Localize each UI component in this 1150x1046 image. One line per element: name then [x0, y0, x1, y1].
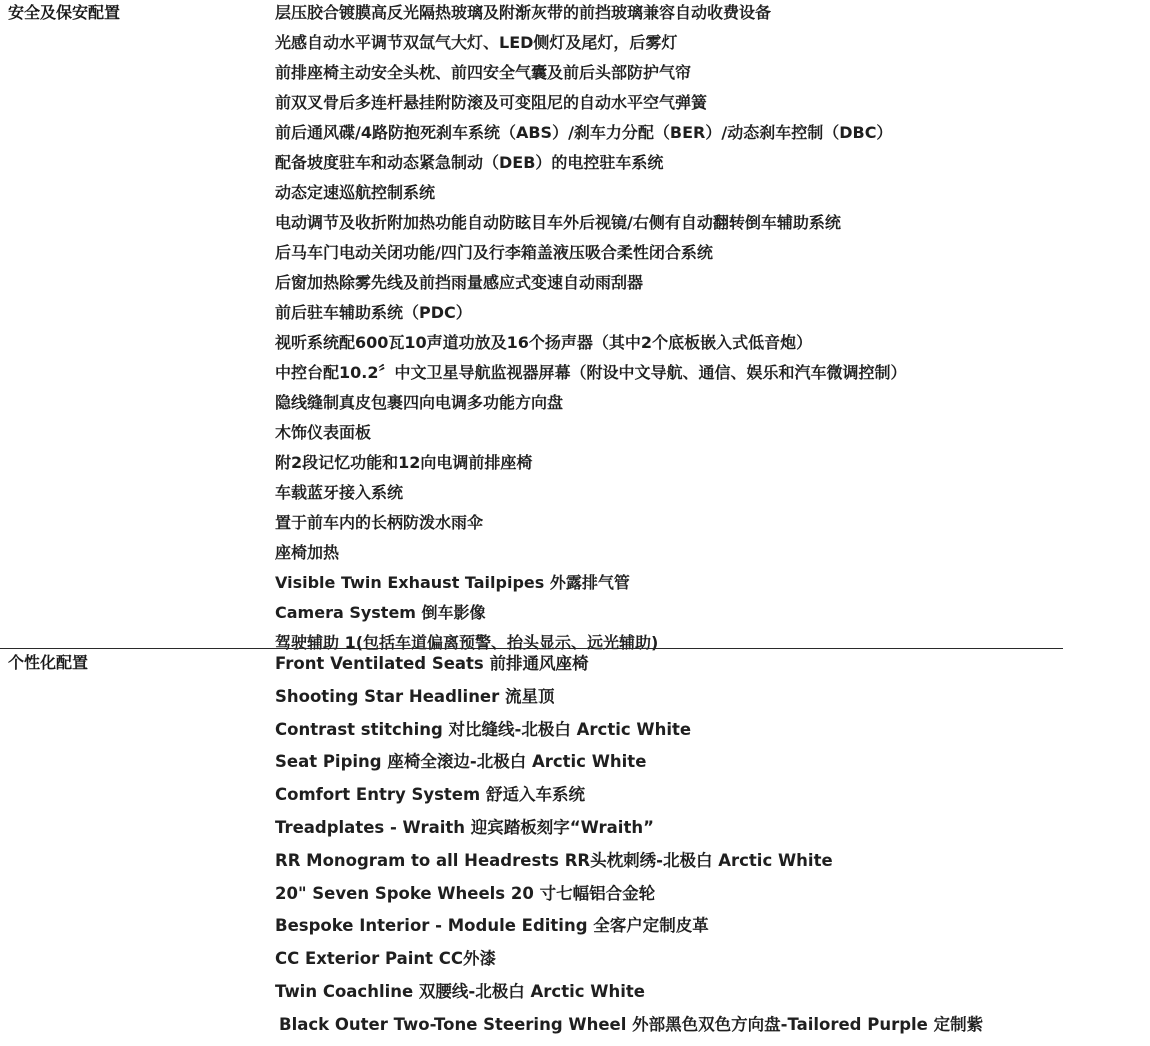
list-item: 前后通风碟/4路防抱死刹车系统（ABS）/刹车力分配（BER）/动态刹车控制（DBC） — [275, 123, 893, 142]
list-item: 前双叉骨后多连杆悬挂附防滚及可变阻尼的自动水平空气弹簧 — [275, 93, 708, 112]
list-item: 木饰仪表面板 — [275, 423, 372, 442]
list-item: 隐线缝制真皮包裹四向电调多功能方向盘 — [275, 393, 564, 412]
list-item: Comfort Entry System 舒适入车系统 — [275, 785, 585, 805]
list-item: 光感自动水平调节双氙气大灯、LED侧灯及尾灯，后雾灯 — [275, 33, 678, 52]
list-item: Seat Piping 座椅全滚边-北极白 Arctic White — [275, 752, 647, 772]
list-item: 车载蓝牙接入系统 — [275, 483, 404, 502]
list-item: 前排座椅主动安全头枕、前四安全气囊及前后头部防护气帘 — [275, 63, 692, 82]
safety-feature-list — [275, 2, 1135, 662]
section-title-personalization: 个性化配置 — [8, 653, 89, 672]
list-item: 座椅加热 — [275, 543, 340, 562]
list-item: 配备坡度驻车和动态紧急制动（DEB）的电控驻车系统 — [275, 153, 664, 172]
list-item: 置于前车内的长柄防泼水雨伞 — [275, 513, 484, 532]
list-item: Treadplates - Wraith 迎宾踏板刻字“Wraith” — [275, 817, 654, 837]
list-item: 附2段记忆功能和12向电调前排座椅 — [275, 453, 533, 472]
list-item: 电动调节及收折附加热功能自动防眩目车外后视镜/右侧有自动翻转倒车辅助系统 — [275, 213, 841, 232]
list-item: Shooting Star Headliner 流星顶 — [275, 686, 555, 706]
list-item: 驾驶辅助 1(包括车道偏离预警、抬头显示、远光辅助) — [275, 633, 659, 652]
list-item: 层压胶合镀膜高反光隔热玻璃及附渐灰带的前挡玻璃兼容自动收费设备 — [275, 3, 772, 22]
list-item: 视听系统配600瓦10声道功放及16个扬声器（其中2个底板嵌入式低音炮） — [275, 333, 813, 352]
list-item: Front Ventilated Seats 前排通风座椅 — [275, 654, 589, 673]
list-item: Contrast stitching 对比缝线-北极白 Arctic White — [275, 719, 692, 739]
list-item: 20" Seven Spoke Wheels 20 寸七幅铝合金轮 — [275, 883, 656, 903]
list-item: RR Monogram to all Headrests RR头枕刺绣-北极白 Arctic White — [275, 850, 833, 870]
list-item: 中控台配10.2〞中文卫星导航监视器屏幕（附设中文导航、通信、娱乐和汽车微调控制） — [275, 363, 907, 382]
list-item: 前后驻车辅助系统（PDC） — [275, 303, 472, 322]
personalization-feature-list — [275, 652, 1135, 1046]
list-item: 后马车门电动关闭功能/四门及行李箱盖液压吸合柔性闭合系统 — [275, 243, 713, 262]
list-item: 后窗加热除雾先线及前挡雨量感应式变速自动雨刮器 — [275, 273, 644, 292]
list-item: Camera System 倒车影像 — [275, 603, 486, 622]
list-item: 动态定速巡航控制系统 — [275, 183, 436, 202]
section-title-safety: 安全及保安配置 — [8, 3, 121, 22]
list-item: Visible Twin Exhaust Tailpipes 外露排气管 — [275, 573, 630, 592]
list-item: Black Outer Two-Tone Steering Wheel 外部黑色双色方向盘-Tailored Purple 定制紫 — [279, 1014, 984, 1034]
list-item: CC Exterior Paint CC外漆 — [275, 949, 497, 969]
list-item: Bespoke Interior - Module Editing 全客户定制皮革 — [275, 916, 709, 936]
list-item: Twin Coachline 双腰线-北极白 Arctic White — [275, 981, 645, 1001]
section-divider — [0, 648, 1063, 649]
